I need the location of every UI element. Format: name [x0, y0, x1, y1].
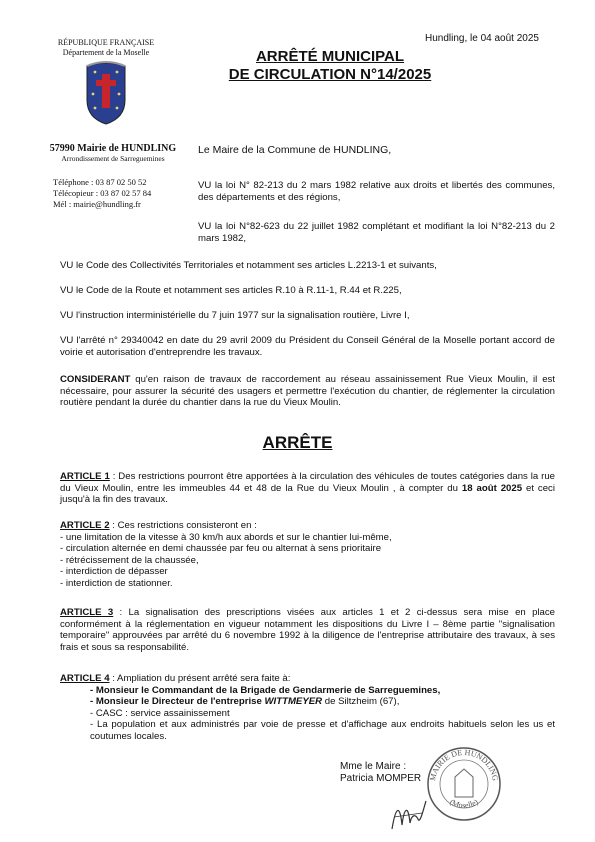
article-2-list: [60, 532, 555, 590]
article-1-text-b: et ceci jusqu'à la fin des travaux.: [60, 482, 555, 506]
article-4: [60, 673, 555, 743]
vu-paragraph-3: VU le Code des Collectivités Territoriales et notamment ses articles L.2213-1 et suivants,: [60, 260, 437, 271]
stamp-bottom-text: (Moselle): [448, 797, 480, 810]
signature-scribble-icon: [388, 795, 428, 835]
article-3: [60, 607, 555, 653]
signature-role: Mme le Maire :: [340, 761, 407, 772]
article-4-intro: : Ampliation du présent arrêté sera faite à:: [109, 673, 291, 684]
list-item: - interdiction de stationner.: [60, 577, 173, 589]
contact-block: [53, 177, 151, 210]
article-2-intro: : Ces restrictions consisteront en :: [109, 520, 257, 531]
article-4-label: ARTICLE 4: [60, 673, 110, 684]
list-item: - CASC : service assainissement: [90, 707, 230, 719]
vu-paragraph-2: VU la loi N°82-623 du 22 juillet 1982 complétant et modifiant la loi N°82-213 du 2 mars 1982,: [198, 221, 555, 244]
arrete-heading: ARRÊTE: [262, 433, 333, 452]
article-3-label: ARTICLE 3: [60, 607, 114, 618]
considerant-label: CONSIDERANT: [60, 374, 131, 385]
article-1-date: 18 août 2025: [461, 482, 523, 494]
vu-paragraph-6: VU l'arrêté n° 29340042 en date du 29 avril 2009 du Président du Conseil Général de la Moselle portant accord de voirie et autorisation d'entreprendre les travaux.: [60, 335, 555, 358]
list-item: - Monsieur le Directeur de l'entreprise WITTMEYER de Siltzheim (67),: [90, 696, 400, 708]
list-item: - une limitation de la vitesse à 30 km/h aux abords et sur le chantier lui-même,: [60, 531, 392, 543]
list-item: - rétrécissement de la chaussée,: [60, 554, 199, 566]
fax-label: Télécopieur : 03 87 02 57 84: [53, 188, 152, 198]
stamp-top-text: MAIRIE DE HUNDLING: [428, 747, 500, 782]
mairie-label: 57990 Mairie de HUNDLING: [49, 143, 177, 154]
mail-label: Mél : mairie@hundling.fr: [53, 199, 141, 209]
article-1: [60, 471, 555, 506]
list-item: - interdiction de dépasser: [60, 566, 168, 578]
svg-text:(Moselle): [448, 797, 480, 810]
document-date: Hundling, le 04 août 2025: [425, 33, 539, 44]
svg-text:MAIRIE DE HUNDLING: [428, 748, 500, 782]
considerant-text: qu'en raison de travaux de raccordement au réseau assainissement Rue Vieux Moulin, il est nécessaire, pour assurer la sécurité des usagers et permettre l'exécution du chantier, de réglementer la circulation routière pendant la durée du chantier dans la rue du Vieux Moulin.: [60, 374, 555, 409]
signature-name: Patricia MOMPER: [340, 773, 422, 784]
vu-paragraph-5: VU l'instruction interministérielle du 7 juin 1977 sur la signalisation routière, Livre I,: [60, 310, 410, 321]
intro-text: Le Maire de la Commune de HUNDLING,: [198, 144, 392, 156]
article-1-label: ARTICLE 1: [60, 471, 110, 482]
title-line-2: DE CIRCULATION N°14/2025: [228, 66, 432, 83]
list-item: - circulation alternée en demi chaussée par feu ou alternat à sens prioritaire: [60, 543, 382, 555]
arrondissement-label: Arrondissement de Sarreguemines: [61, 154, 165, 163]
republic-label: RÉPUBLIQUE FRANÇAISE: [57, 38, 155, 47]
mairie-stamp-icon: [425, 745, 503, 823]
article-1-text-a: : Des restrictions pourront être apportées à la circulation des véhicules de toutes catégories dans la rue du Vieux Moulin, entre les immeubles 44 et 48 de la Rue du Vieux Moulin , à compter du: [60, 471, 555, 494]
coat-of-arms-icon: [83, 60, 129, 126]
department-label: Département de la Moselle: [62, 48, 150, 57]
page-title: [200, 48, 460, 84]
list-item: - Monsieur le Commandant de la Brigade de Gendarmerie de Sarreguemines,: [90, 684, 441, 696]
article-4-list: [60, 685, 555, 743]
list-item: - La population et aux administrés par voie de presse et d'affichage aux endroits habituels selon les us et coutumes locales.: [90, 719, 555, 742]
article-2-label: ARTICLE 2: [60, 520, 110, 531]
title-line-1: ARRÊTÉ MUNICIPAL: [255, 48, 405, 65]
article-3-text: : La signalisation des prescriptions visées aux articles 1 et 2 ci-dessus sera mise en place conformément à la réglementation en vigueur notamment les dispositions du Livre I – 8ème partie "signalisation temporaire" approuvées par arrêté du 6 novembre 1992 à la diligence de l'entreprise attributaire des travaux, à ses frais et sous sa responsabilité.: [60, 607, 556, 653]
phone-label: Téléphone : 03 87 02 50 52: [53, 177, 147, 187]
considerant-paragraph: [60, 374, 555, 409]
company-name: WITTMEYER: [264, 696, 323, 708]
vu-paragraph-4: VU le Code de la Route et notamment ses articles R.10 à R.11-1, R.44 et R.225,: [60, 285, 402, 296]
article-2: [60, 520, 555, 590]
vu-paragraph-1: VU la loi N° 82-213 du 2 mars 1982 relative aux droits et libertés des communes, des départements et des régions,: [198, 180, 555, 203]
